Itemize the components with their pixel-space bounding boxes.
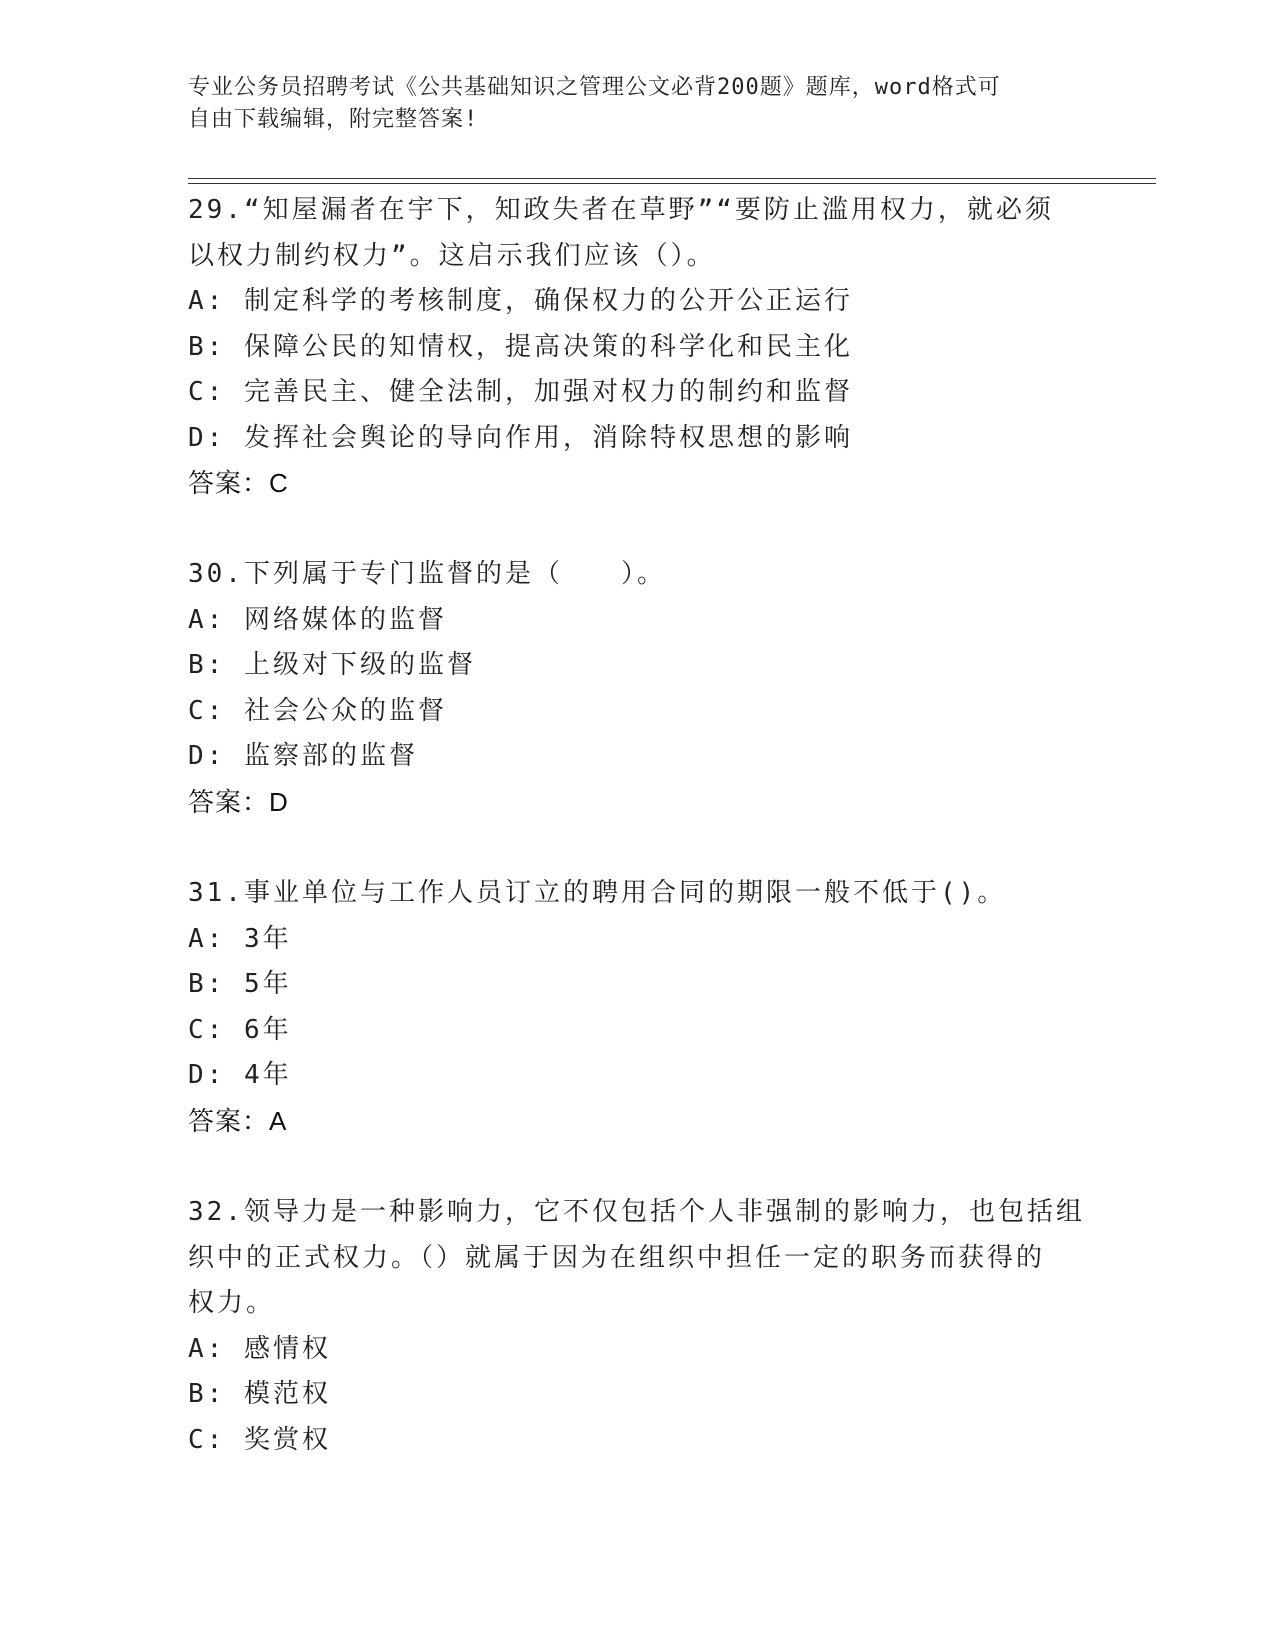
option-c: C: 社会公众的监督 [188,695,447,726]
option-b: B: 5年 [188,969,292,999]
answer-label: 答案：C [188,468,289,498]
header-line-2: 自由下载编辑，附完整答案! [188,107,479,132]
option-d: D: 发挥社会舆论的导向作用，消除特权思想的影响 [188,422,853,453]
document-header [188,72,1088,136]
option-c: C: 完善民主、健全法制，加强对权力的制约和监督 [188,377,853,407]
question-29 [188,188,1088,507]
question-stem-line: 织中的正式权力。（）就属于因为在组织中担任一定的职务而获得的 [188,1242,1046,1273]
option-a: A: 3年 [188,923,292,954]
answer-label: 答案：D [188,786,289,817]
option-b: B: 上级对下级的监督 [188,650,476,680]
option-a: A: 网络媒体的监督 [188,604,447,635]
question-stem-line: 31.事业单位与工作人员订立的聘用合同的期限一般不低于()。 [188,878,1007,908]
option-d: D: 监察部的监督 [188,741,418,771]
question-31 [188,871,1088,1144]
question-32 [188,1190,1088,1463]
option-b: B: 模范权 [188,1379,331,1409]
answer-label: 答案：A [188,1105,288,1136]
header-line-1: 专业公务员招聘考试《公共基础知识之管理公文必背200题》题库，word格式可 [188,75,1001,100]
header-divider-bottom [188,183,1156,184]
question-stem-line: 以权力制约权力”。这启示我们应该（）。 [188,240,716,271]
question-stem-line: 29.“知屋漏者在宇下，知政失者在草野”“要防止滥用权力，就必须 [188,195,1054,225]
option-a: A: 制定科学的考核制度，确保权力的公开公正运行 [188,286,853,316]
option-a: A: 感情权 [188,1333,331,1364]
option-b: B: 保障公民的知情权，提高决策的科学化和民主化 [188,331,853,362]
question-stem-line: 32.领导力是一种影响力，它不仅包括个人非强制的影响力，也包括组 [188,1197,1085,1227]
option-c: C: 奖赏权 [188,1424,331,1455]
question-30 [188,552,1088,825]
option-c: C: 6年 [188,1014,292,1045]
header-divider-top [188,178,1156,179]
question-stem-line: 30.下列属于专门监督的是（ ）。 [188,559,666,589]
option-d: D: 4年 [188,1060,292,1090]
question-stem-line: 权力。 [188,1288,276,1318]
